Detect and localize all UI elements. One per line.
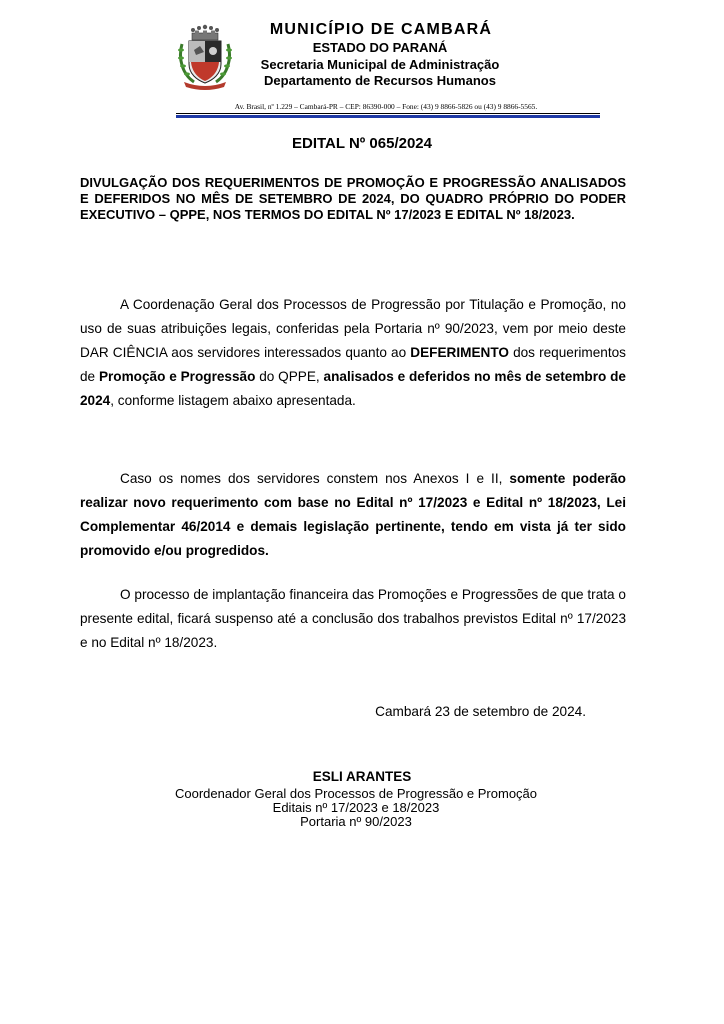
edital-title: EDITAL Nº 065/2024 <box>292 135 432 152</box>
header-divider-blue <box>176 115 600 118</box>
paragraph-1-bold-deferimento: DEFERIMENTO <box>410 345 509 360</box>
signatory-portaria: Portaria nº 90/2023 <box>300 814 412 829</box>
edital-summary: DIVULGAÇÃO DOS REQUERIMENTOS DE PROMOÇÃO E PROGRESSÃO ANALISADOS E DEFERIDOS NO MÊS DE SETEMBRO DE 2024, DO QUADRO PRÓPRIO DO PODER EXECUTIVO – QPPE, NOS TERMOS DO EDITAL Nº 17/2023 E EDITAL Nº 18/2023. <box>80 175 626 222</box>
secretariat-name: Secretaria Municipal de Administração <box>260 57 500 72</box>
paragraph-1-text-b: dos requerimentos de <box>80 345 626 384</box>
date-line: Cambará 23 de setembro de 2024. <box>375 704 586 719</box>
municipality-name: MUNICÍPIO DE CAMBARÁ <box>269 21 493 38</box>
header-divider-thin <box>176 113 600 114</box>
paragraph-3: O processo de implantação financeira das Promoções e Progressões de que trata o presente edital, ficará suspenso até a conclusão dos trabalhos previstos Edital nº 17/2023 e no Edital nº 18/2023. <box>80 587 626 650</box>
paragraph-2-bold: somente poderão realizar novo requerimento com base no Edital nº 17/2023 e Edital nº 18/2023, Lei Complementar 46/2014 e demais legislação pertinente, tendo em vista já ter sido promovido e/ou progredidos. <box>80 471 626 558</box>
paragraph-1-text-a: A Coordenação Geral dos Processos de Progressão por Titulação e Promoção, no uso de suas atribuições legais, conferidas pela Portaria nº 90/2023, vem por meio deste DAR CIÊNCIA aos servidores interessados quanto ao <box>80 297 626 360</box>
signatory-name: ESLI ARANTES <box>312 769 412 784</box>
municipal-crest-icon <box>176 24 234 90</box>
paragraph-1 <box>80 293 626 413</box>
paragraph-2 <box>80 467 626 563</box>
paragraph-1-text-c: do QPPE, <box>255 369 324 384</box>
signatory-role: Coordenador Geral dos Processos de Progressão e Promoção <box>174 786 538 801</box>
paragraph-2-text: Caso os nomes dos servidores constem nos Anexos I e II, <box>120 471 510 486</box>
department-name: Departamento de Recursos Humanos <box>264 73 496 88</box>
paragraph-1-text-d: , conforme listagem abaixo apresentada. <box>110 393 356 408</box>
signatory-editais: Editais nº 17/2023 e 18/2023 <box>272 800 440 815</box>
paragraph-1-bold-analisados: analisados e deferidos no mês de setembro de 2024 <box>80 369 626 408</box>
state-name: ESTADO DO PARANÁ <box>312 40 448 55</box>
paragraph-1-bold-promocao: Promoção e Progressão <box>98 369 256 384</box>
address-line: Av. Brasil, nº 1.229 – Cambará-PR – CEP: 86390-000 – Fone: (43) 9 8866-5826 ou (43) 9 8866-5565. <box>234 102 538 111</box>
